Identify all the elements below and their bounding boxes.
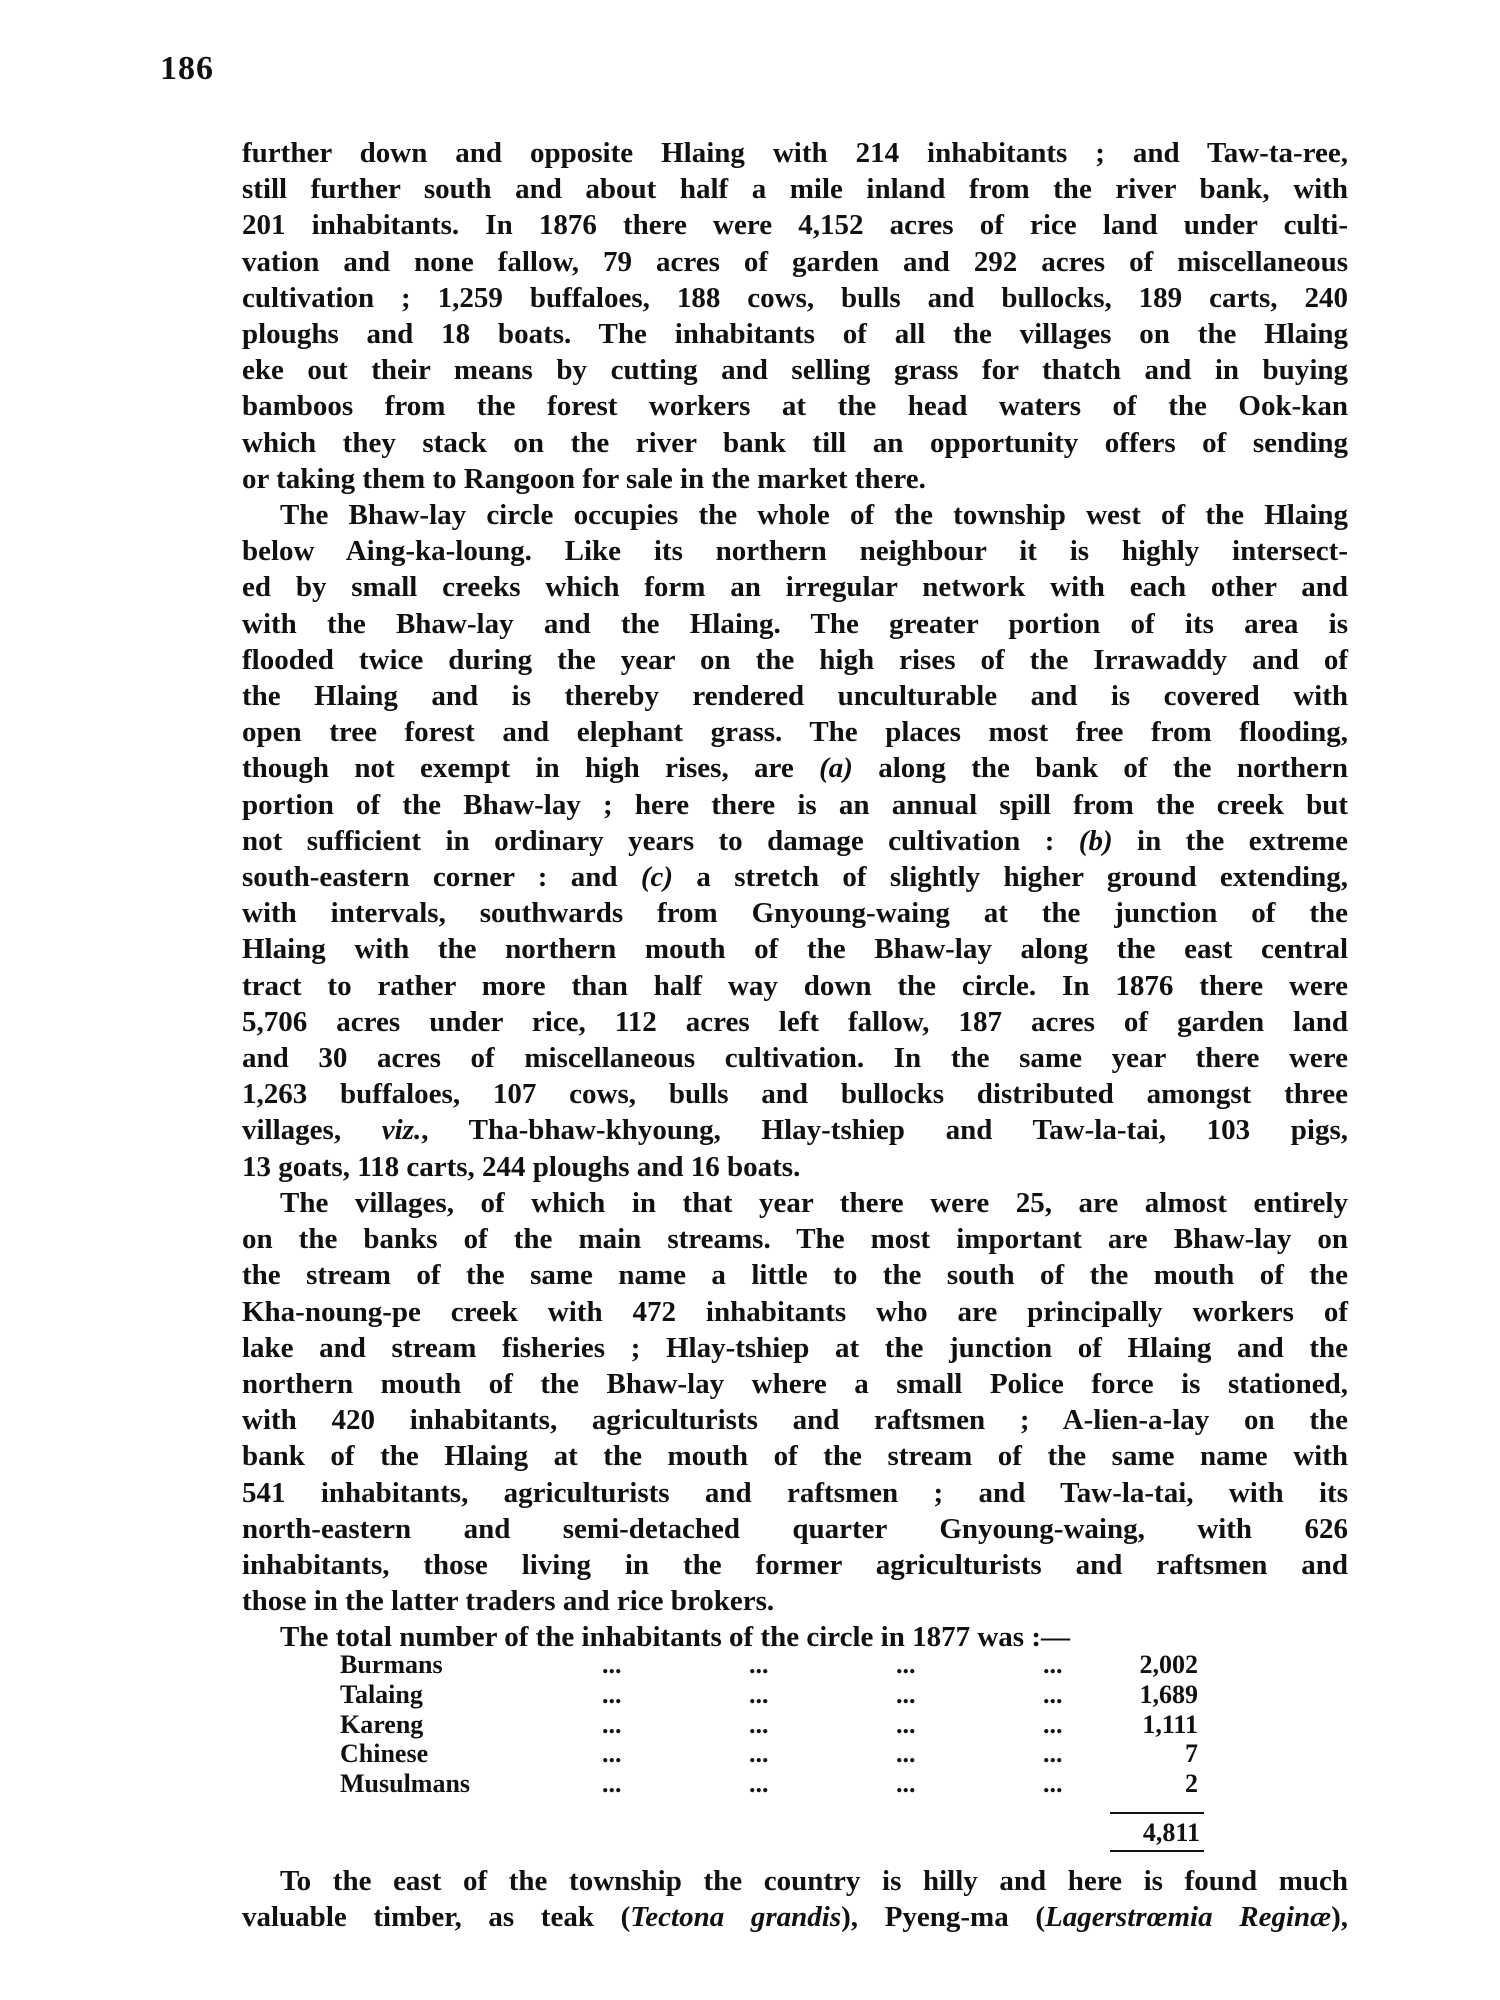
body-text — [242, 135, 1348, 1656]
text-line: inhabitants, those living in the former agriculturists and raftsmen and — [242, 1548, 1348, 1581]
text-line: though not exempt in high rises, are (a) along the bank of the northern — [242, 752, 1349, 785]
table-leader-dots: ... — [749, 1650, 769, 1679]
text-line: with the Bhaw-lay and the Hlaing. The greater portion of its area is — [242, 607, 1348, 640]
table-leader-dots: ... — [896, 1769, 916, 1799]
text-line: cultivation ; 1,259 buffaloes, 188 cows, bulls and bullocks, 189 carts, 240 — [242, 281, 1348, 314]
text-line: or taking them to Rangoon for sale in the market there. — [242, 462, 926, 495]
text-line: 1,263 buffaloes, 107 cows, bulls and bullocks distributed amongst three — [242, 1078, 1348, 1111]
table-row-label: Chinese — [340, 1739, 429, 1769]
text-line: To the east of the township the country is hilly and here is found much — [280, 1865, 1348, 1897]
table-leader-dots: ... — [1043, 1679, 1063, 1709]
table-leader-dots: ... — [1043, 1769, 1063, 1799]
text-line: vation and none fallow, 79 acres of garden and 292 acres of miscellaneous — [242, 245, 1348, 278]
text-line: with 420 inhabitants, agriculturists and raftsmen ; A-lien-a-lay on the — [242, 1404, 1348, 1437]
table-leader-dots: ... — [896, 1679, 916, 1709]
table-leader-dots: ... — [602, 1769, 622, 1799]
text-line: 201 inhabitants. In 1876 there were 4,152 acres of rice land under culti- — [242, 209, 1348, 242]
population-table — [340, 1650, 1200, 1799]
text-line: portion of the Bhaw-lay ; here there is an annual spill from the creek but — [242, 788, 1348, 821]
table-leader-dots: ... — [749, 1679, 769, 1709]
text-line: Hlaing with the northern mouth of the Bhaw-lay along the east central — [242, 933, 1348, 966]
table-row-label: Kareng — [340, 1709, 424, 1739]
text-line: open tree forest and elephant grass. The places most free from flooding, — [242, 716, 1348, 749]
text-line: with intervals, southwards from Gnyoung-waing at the junction of the — [242, 897, 1348, 930]
text-line: those in the latter traders and rice brokers. — [242, 1585, 775, 1618]
text-line: ploughs and 18 boats. The inhabitants of all the villages on the Hlaing — [242, 318, 1348, 351]
paragraph — [242, 497, 1348, 1185]
text-line: north-eastern and semi-detached quarter Gnyoung-waing, with 626 — [242, 1512, 1348, 1545]
table-row — [340, 1739, 1200, 1769]
table-row — [340, 1650, 1200, 1680]
table-leader-dots: ... — [602, 1739, 622, 1769]
text-line: flooded twice during the year on the high rises of the Irrawaddy and of — [242, 643, 1348, 676]
text-line: south-eastern corner : and (c) a stretch of slightly higher ground extending, — [242, 861, 1348, 894]
paragraph — [242, 135, 1348, 497]
table-leader-dots: ... — [749, 1739, 769, 1769]
text-line: The Bhaw-lay circle occupies the whole of the township west of the Hlaing — [280, 499, 1348, 532]
table-leader-dots: ... — [1043, 1739, 1063, 1769]
table-row-label: Musulmans — [340, 1769, 471, 1799]
table-row-label: Burmans — [340, 1650, 443, 1679]
text-line: tract to rather more than half way down the circle. In 1876 there were — [242, 969, 1348, 1002]
table-row-value: 7 — [1185, 1739, 1198, 1769]
text-line: and 30 acres of miscellaneous cultivation. In the same year there were — [242, 1042, 1348, 1075]
table-row-value: 1,689 — [1139, 1679, 1198, 1709]
table-row-value: 1,111 — [1142, 1709, 1198, 1739]
text-line: 541 inhabitants, agriculturists and raftsmen ; and Taw-la-tai, with its — [242, 1476, 1348, 1509]
text-line: the Hlaing and is thereby rendered unculturable and is covered with — [242, 680, 1348, 713]
table-row — [340, 1769, 1200, 1799]
text-line: The total number of the inhabitants of the circle in 1877 was :— — [280, 1621, 1070, 1654]
table-row-value: 2 — [1185, 1769, 1198, 1799]
table-leader-dots: ... — [749, 1769, 769, 1799]
table-leader-dots: ... — [602, 1709, 622, 1739]
text-line: on the banks of the main streams. The most important are Bhaw-lay on — [242, 1223, 1348, 1256]
table-leader-dots: ... — [1043, 1709, 1063, 1739]
text-line: bank of the Hlaing at the mouth of the stream of the same name with — [242, 1440, 1348, 1473]
text-line: valuable timber, as teak (Tectona grandis), Pyeng-ma (Lagerstrœmia Reginæ), — [242, 1901, 1348, 1934]
text-line: northern mouth of the Bhaw-lay where a small Police force is stationed, — [242, 1367, 1348, 1400]
table-row — [340, 1710, 1200, 1740]
table-leader-dots: ... — [749, 1709, 769, 1739]
table-total-underline — [1110, 1850, 1204, 1852]
table-leader-dots: ... — [896, 1709, 916, 1739]
page-number: 186 — [160, 50, 214, 87]
text-line: not sufficient in ordinary years to damage cultivation : (b) in the extreme — [242, 824, 1349, 857]
paragraph — [242, 1185, 1348, 1619]
text-line: The villages, of which in that year there were 25, are almost entirely — [280, 1186, 1348, 1219]
table-row — [340, 1680, 1200, 1710]
text-line: lake and stream fisheries ; Hlay-tshiep at the junction of Hlaing and the — [242, 1331, 1348, 1364]
text-line: 13 goats, 118 carts, 244 ploughs and 16 boats. — [242, 1150, 801, 1183]
text-line: which they stack on the river bank till an opportunity offers of sending — [242, 426, 1348, 459]
table-total-rule — [1110, 1812, 1204, 1814]
text-line: ed by small creeks which form an irregular network with each other and — [242, 571, 1348, 604]
table-row-label: Talaing — [340, 1679, 423, 1709]
table-leader-dots: ... — [602, 1679, 622, 1709]
text-line: eke out their means by cutting and selling grass for thatch and in buying — [242, 354, 1348, 387]
closing-paragraph — [242, 1863, 1348, 1935]
table-leader-dots: ... — [896, 1739, 916, 1769]
text-line: below Aing-ka-loung. Like its northern neighbour it is highly intersect- — [242, 535, 1348, 568]
text-line: bamboos from the forest workers at the head waters of the Ook-kan — [242, 390, 1348, 423]
text-line: 5,706 acres under rice, 112 acres left fallow, 187 acres of garden land — [242, 1005, 1348, 1038]
table-leader-dots: ... — [1043, 1650, 1063, 1679]
text-line: the stream of the same name a little to the south of the mouth of the — [242, 1259, 1348, 1292]
text-line: Kha-noung-pe creek with 472 inhabitants who are principally workers of — [242, 1295, 1348, 1328]
text-line: still further south and about half a mile inland from the river bank, with — [242, 173, 1348, 206]
text-line: villages, viz., Tha-bhaw-khyoung, Hlay-tshiep and Taw-la-tai, 103 pigs, — [242, 1114, 1348, 1147]
table-row-value: 2,002 — [1139, 1650, 1198, 1679]
text-line: further down and opposite Hlaing with 214 inhabitants ; and Taw-ta-ree, — [242, 137, 1348, 169]
table-leader-dots: ... — [602, 1650, 622, 1679]
table-leader-dots: ... — [896, 1650, 916, 1679]
table-total-value: 4,811 — [1142, 1818, 1200, 1847]
